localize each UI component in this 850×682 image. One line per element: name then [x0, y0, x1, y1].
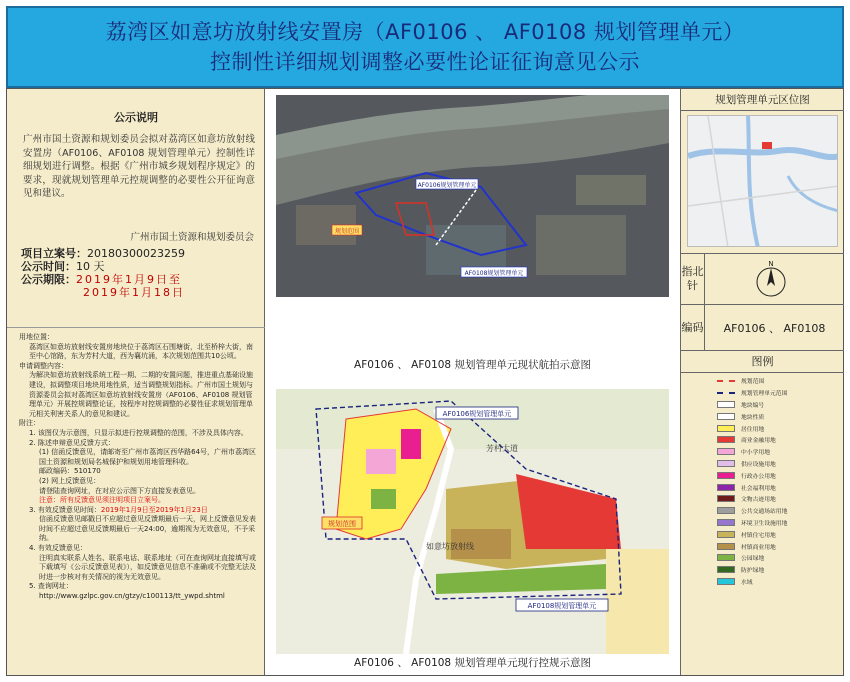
legend-label: 供应设施用地 — [741, 461, 776, 468]
note-2-1: (1) 信函反馈意见，请邮寄至广州市荔湾区西华路64号，广州市荔湾区国土资源和规划局名城保护和规划用地管理科收。 — [39, 448, 257, 466]
board-body — [6, 88, 844, 676]
legend-item — [681, 564, 844, 576]
legend-item — [681, 434, 844, 446]
plan-road-a: 芳村大道 — [486, 444, 518, 453]
plan-caption: AF0106 、 AF0108 规划管理单元现行控规示意图 — [354, 657, 591, 669]
legend-color-swatch — [717, 448, 735, 455]
aerial-map — [276, 95, 669, 297]
page-title: 荔湾区如意坊放射线安置房（AF0106 、 AF0108 规划管理单元） — [105, 20, 745, 44]
site-text: 荔湾区如意坊放射线安置房地块位于荔湾区石围塘街，北至桥梓大街，南至中心馆路，东为芳村大道，西为襄坑涌，本次规划范围共10公顷。 — [29, 342, 253, 361]
note-2-2-warning: 注意：所有反馈意见须注明项目立案号。 — [39, 496, 165, 505]
legend-label: 地块编号 — [741, 402, 765, 409]
compass-n: N — [768, 260, 774, 268]
note-4: 4. 有效反馈意见： — [29, 544, 87, 553]
legend-color-swatch — [717, 472, 735, 479]
reason-title: 申请调整内容： — [19, 361, 68, 370]
aerial-label-top: AF0106规划管理单元 — [417, 182, 477, 189]
compass-row — [681, 253, 844, 305]
legend-color-swatch — [717, 401, 735, 408]
location-map-title: 规划管理单元区位图 — [681, 89, 844, 111]
location-map — [687, 115, 838, 247]
project-number-value: 20180300023259 — [87, 247, 185, 260]
legend-label: 社会福利用地 — [741, 485, 776, 492]
note-3-text: 信函反馈意见邮戳日不应超过意见反馈期最后一天，网上反馈意见发表时间不应超过意见反馈期最后一天24:00，逾期视为无效意见，不予采纳。 — [39, 515, 256, 543]
period-start: 2019年1月9日至 — [76, 273, 182, 286]
page-subtitle: 控制性详细规划调整必要性论证征询意见公示 — [210, 50, 640, 74]
aerial-map-graphic — [276, 95, 669, 297]
legend-label: 中小学用地 — [741, 450, 770, 457]
notice-column — [7, 89, 265, 675]
legend-item — [681, 528, 844, 540]
legend-color-swatch — [717, 495, 735, 502]
plan-label-bottom: AF0108规划管理单元 — [527, 602, 597, 610]
query-url[interactable]: http://www.gzlpc.gov.cn/gtzy/c100113/tt_ywpd.shtml — [39, 592, 225, 601]
site-title: 用地位置： — [19, 333, 54, 341]
aerial-label-scope: 规划范围 — [334, 228, 360, 235]
legend-label: 地块性质 — [741, 414, 765, 421]
legend-item — [681, 540, 844, 552]
legend-item — [681, 517, 844, 529]
detail-section — [19, 333, 259, 602]
zoning-map-graphic — [276, 389, 669, 654]
legend-label: 水域 — [741, 579, 753, 586]
legend-item — [681, 493, 844, 505]
legend-line-swatch — [717, 380, 735, 382]
note-2-2: (2) 网上反馈意见： — [39, 476, 101, 485]
compass-label: 指北针 — [681, 254, 705, 304]
legend — [681, 375, 844, 587]
legend-color-swatch — [717, 531, 735, 538]
legend-color-swatch — [717, 425, 735, 432]
code-value: AF0106 、 AF0108 — [723, 321, 826, 335]
legend-item — [681, 552, 844, 564]
map-column — [266, 89, 679, 675]
north-arrow-icon — [751, 260, 791, 300]
legend-color-swatch — [717, 460, 735, 467]
legend-label: 商业金融用地 — [741, 438, 776, 445]
legend-label: 防护绿地 — [741, 568, 765, 575]
plan-label-top: AF0106规划管理单元 — [442, 410, 512, 418]
side-column — [680, 89, 843, 675]
legend-title: 图例 — [681, 351, 844, 373]
divider — [7, 327, 265, 328]
legend-label: 规划范围 — [741, 379, 765, 386]
duration-row — [21, 260, 261, 273]
note-4-text: 注明真实联系人姓名、联系电话、联系地址（可在查询网址直接填写或下载填写《公示反馈意见表》），如反馈意见信息不准确或不完整无法及时进一步核对有关情况的视为无效意见。 — [39, 553, 256, 581]
legend-label: 公园绿地 — [741, 556, 765, 563]
note-3-label: 3. 有效反馈意见时间： — [29, 505, 101, 514]
note-2-2-text: 请登陆查询网址，在对应公示图下方直接发表意见。 — [39, 486, 200, 495]
reason-text: 为解决如意坊放射线系统工程一期、二期的安置问题，推进重点基础设施建设，拟调整项目地块用地性质，适当调整规划指标。广州市国土规划与资源委员会拟对荔湾区如意坊放射线安置房（AF0106、AF0108 规划管理单元）开展控规调整论证，按程序对控规调整的必要性征求规划管理单元相关利害关系人的意见和建议。 — [29, 371, 253, 418]
notes-title: 附注： — [19, 419, 40, 428]
note-3-dates: 2019年1月9日至2019年1月23日 — [100, 505, 208, 514]
legend-label: 公共交通场站用地 — [741, 509, 788, 516]
zoning-map — [276, 389, 669, 654]
legend-item — [681, 410, 844, 422]
project-info — [21, 247, 261, 299]
legend-item — [681, 399, 844, 411]
aerial-caption: AF0106 、 AF0108 规划管理单元现状航拍示意图 — [354, 359, 591, 371]
project-number-row — [21, 247, 261, 260]
legend-item — [681, 387, 844, 399]
legend-color-swatch — [717, 436, 735, 443]
period-label: 公示期限： — [21, 273, 76, 286]
legend-label: 文物古迹用地 — [741, 497, 776, 504]
note-2: 2. 陈述申辩意见反馈方式： — [29, 438, 115, 447]
legend-color-swatch — [717, 413, 735, 420]
legend-color-swatch — [717, 578, 735, 585]
legend-label: 居住用地 — [741, 426, 765, 433]
legend-item — [681, 505, 844, 517]
legend-color-swatch — [717, 566, 735, 573]
period-end: 2019年1月18日 — [83, 286, 185, 299]
legend-color-swatch — [717, 507, 735, 514]
note-1: 1. 该图仅为示意图，只显示拟进行控规调整的范围，不涉及具体内容。 — [29, 428, 248, 437]
legend-label: 环境卫生设施用地 — [741, 520, 788, 527]
legend-line-swatch — [717, 392, 735, 394]
note-5: 5. 查询网址： — [29, 582, 73, 591]
legend-item — [681, 458, 844, 470]
period-row — [21, 273, 261, 286]
legend-label: 村镇住宅用地 — [741, 532, 776, 539]
aerial-label-bottom: AF0108规划管理单元 — [464, 270, 524, 277]
legend-item — [681, 446, 844, 458]
notice-title: 公示说明 — [114, 111, 158, 124]
legend-color-swatch — [717, 543, 735, 550]
legend-item — [681, 422, 844, 434]
project-number-label: 项目立案号： — [21, 247, 87, 260]
duration-value: 10 天 — [76, 260, 105, 273]
notice-signature: 广州市国土资源和规划委员会 — [130, 232, 254, 243]
legend-label: 规划管理单元范围 — [741, 391, 788, 398]
legend-item — [681, 375, 844, 387]
plan-road-b: 如意坊放射线 — [426, 542, 474, 551]
code-row — [681, 305, 844, 351]
code-label: 编码 — [681, 305, 705, 350]
plan-label-scope: 规划范围 — [328, 520, 356, 528]
legend-item — [681, 469, 844, 481]
legend-color-swatch — [717, 554, 735, 561]
legend-label: 行政办公用地 — [741, 473, 776, 480]
period-end-row — [21, 286, 261, 299]
note-3 — [19, 506, 259, 516]
note-2-1-postcode: 邮政编码：510170 — [39, 467, 101, 476]
header-banner — [6, 6, 844, 88]
legend-item — [681, 481, 844, 493]
legend-color-swatch — [717, 519, 735, 526]
legend-item — [681, 576, 844, 588]
legend-label: 村镇商业用地 — [741, 544, 776, 551]
duration-label: 公示时间： — [21, 260, 76, 273]
legend-color-swatch — [717, 484, 735, 491]
location-map-graphic — [688, 116, 838, 247]
notice-paragraph: 广州市国土资源和规划委员会拟对荔湾区如意坊放射线安置房（AF0106、AF0108 规划管理单元）控制性详细规划进行调整。根据《广州市城乡规划程序规定》的要求，现就规划管理单元控规调整的必要性公开征询意见和建议。 — [23, 134, 255, 199]
